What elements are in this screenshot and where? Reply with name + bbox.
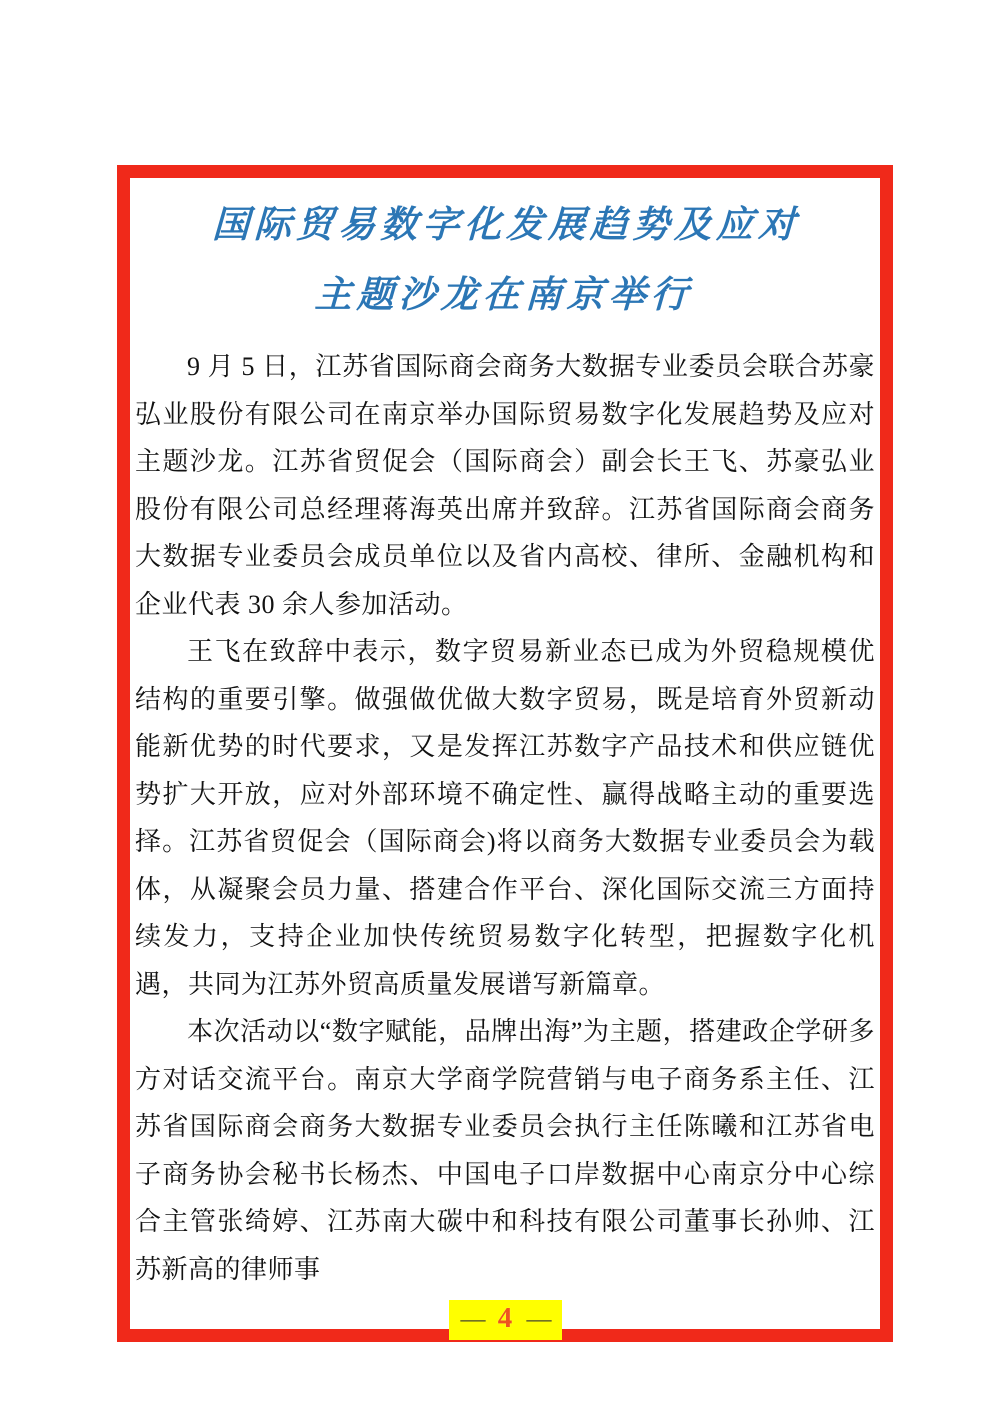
page-footer (135, 1300, 875, 1340)
paragraph-activity-theme: 本次活动以“数字赋能，品牌出海”为主题，搭建政企学研多方对话交流平台。南京大学商学院营销与电子商务系主任、江苏省国际商会商务大数据专业委员会执行主任陈曦和江苏省电子商务协会秘书长杨杰、中国电子口岸数据中心南京分中心综合主管张绮婷、江苏南大碳中和科技有限公司董事长孙帅、江苏新高的律师事 (135, 1017, 875, 1284)
paragraph-wangfei-speech: 王飞在致辞中表示，数字贸易新业态已成为外贸稳规模优结构的重要引擎。做强做优做大数字贸易，既是培育外贸新动能新优势的时代要求，又是发挥江苏数字产品技术和供应链优势扩大开放，应对外部环境不确定性、赢得战略主动的重要选择。江苏省贸促会（国际商会)将以商务大数据专业委员会为载体，从凝聚会员力量、搭建合作平台、深化国际交流三方面持续发力，支持企业加快传统贸易数字化转型，把握数字化机遇，共同为江苏外贸高质量发展谱写新篇章。 (135, 637, 875, 999)
document-title-line-2: 主题沙龙在南京举行 (314, 275, 694, 316)
page-number: 4 (497, 1302, 513, 1334)
document-body (135, 343, 875, 1293)
page-number-dash-right: — (526, 1306, 550, 1333)
page-number-highlight (449, 1300, 562, 1340)
page-number-dash-left: — (460, 1306, 484, 1333)
paragraph-event-overview: 9 月 5 日，江苏省国际商会商务大数据专业委员会联合苏豪弘业股份有限公司在南京举办国际贸易数字化发展趋势及应对主题沙龙。江苏省贸促会（国际商会）副会长王飞、苏豪弘业股份有限公司总经理蒋海英出席并致辞。江苏省国际商会商务大数据专业委员会成员单位以及省内高校、律所、金融机构和企业代表 30 余人参加活动。 (135, 352, 875, 619)
red-border-frame (117, 165, 893, 1342)
document-title (133, 191, 878, 331)
document-title-line-1: 国际贸易数字化发展趋势及应对 (211, 205, 801, 246)
